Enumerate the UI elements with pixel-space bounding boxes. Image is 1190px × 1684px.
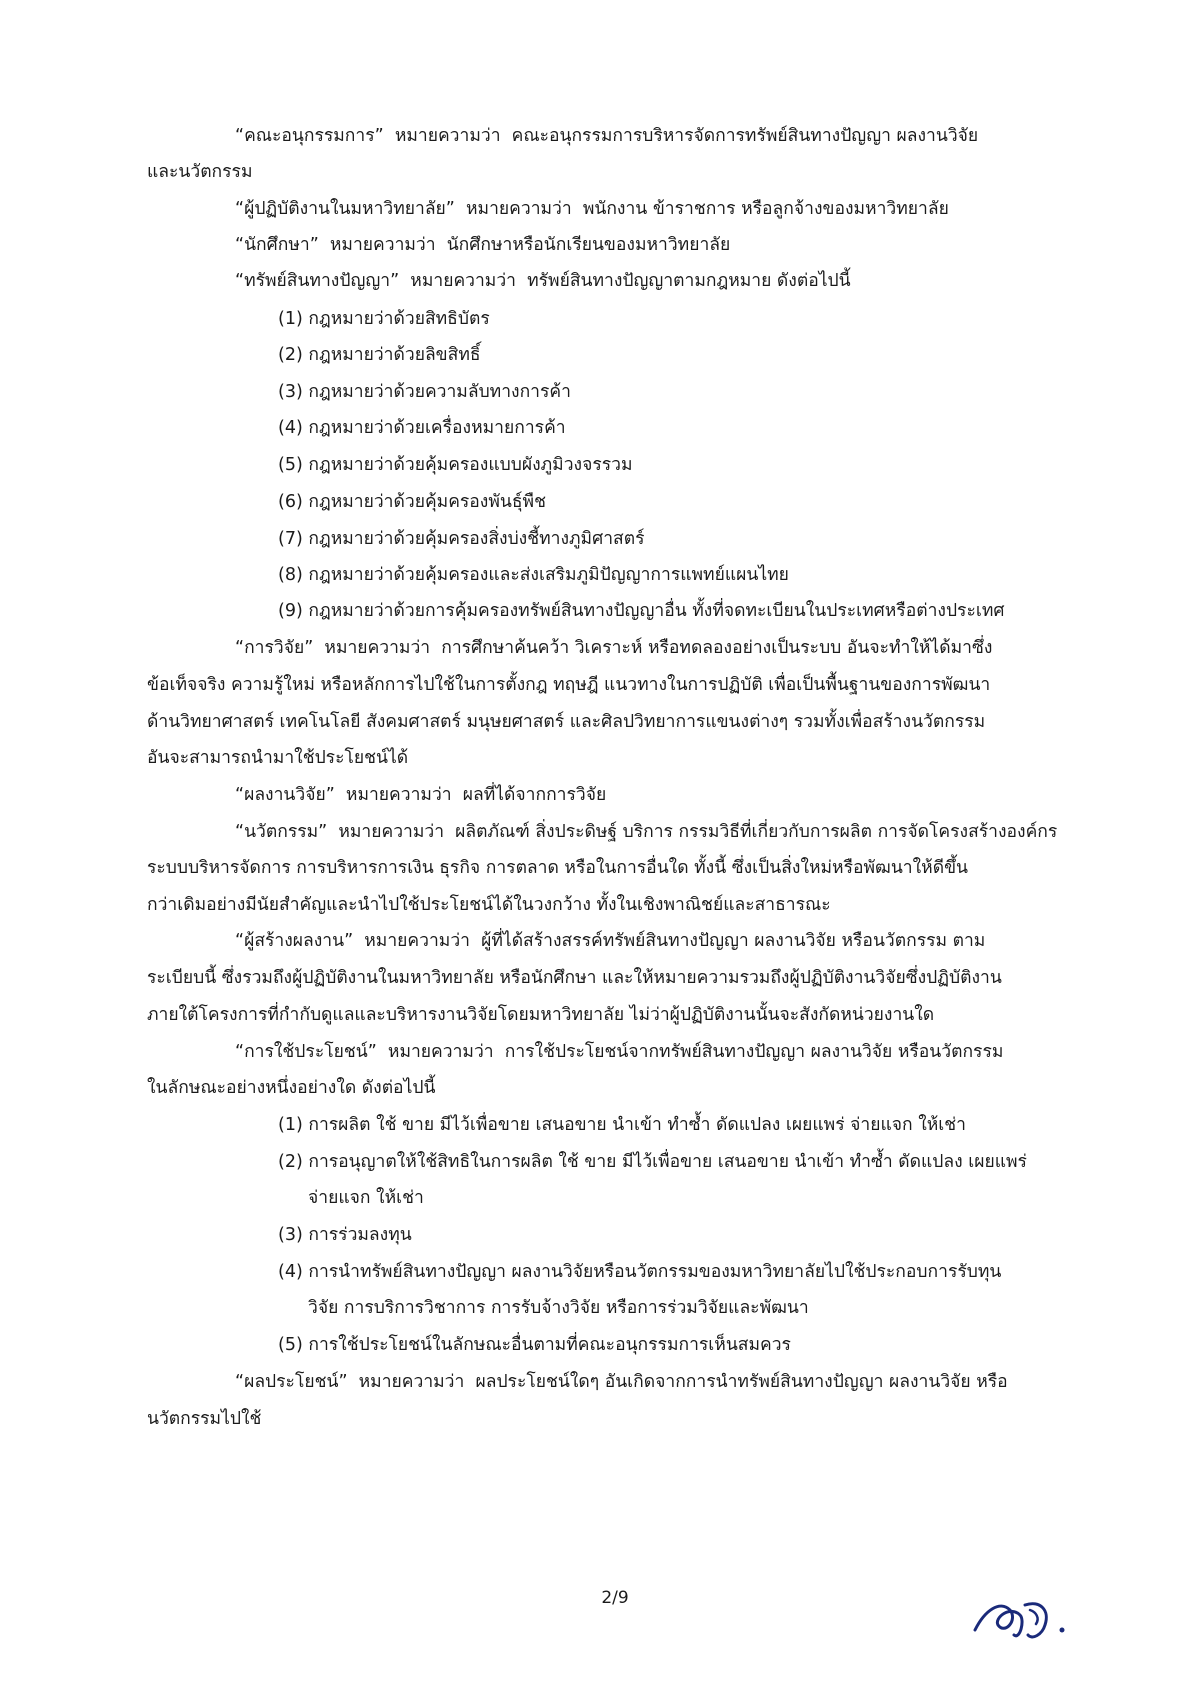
list-item: (3) กฎหมายว่าด้วยความลับทางการค้า [278,382,571,402]
text-line: ข้อเท็จจริง ความรู้ใหม่ หรือหลักการไปใช้ในการตั้งกฎ ทฤษฎี แนวทางในการปฏิบัติ เพื่อเป็นพื้นฐานของการพัฒนา [147,675,991,695]
text-line: อันจะสามารถนำมาใช้ประโยชน์ได้ [147,748,409,768]
text-line: “นักศึกษา” หมายความว่า นักศึกษาหรือนักเรียนของมหาวิทยาลัย [235,235,731,255]
text-line: ภายใต้โครงการที่กำกับดูแลและบริหารงานวิจัยโดยมหาวิทยาลัย ไม่ว่าผู้ปฏิบัติงานนั้นจะสังกัดหน่วยงานใด [147,1005,935,1025]
text-line: “การใช้ประโยชน์” หมายความว่า การใช้ประโยชน์จากทรัพย์สินทางปัญญา ผลงานวิจัย หรือนวัตกรรม [235,1042,1004,1062]
text-line: “การวิจัย” หมายความว่า การศึกษาค้นคว้า วิเคราะห์ หรือทดลองอย่างเป็นระบบ อันจะทำให้ได้มาซึ่ง [235,638,993,658]
list-item-continuation: จ่ายแจก ให้เช่า [308,1188,424,1208]
list-item: (1) กฎหมายว่าด้วยสิทธิบัตร [278,309,490,329]
list-item: (6) กฎหมายว่าด้วยคุ้มครองพันธุ์พืช [278,492,546,512]
text-line: “คณะอนุกรรมการ” หมายความว่า คณะอนุกรรมการบริหารจัดการทรัพย์สินทางปัญญา ผลงานวิจัย [235,126,979,146]
list-item: (5) การใช้ประโยชน์ในลักษณะอื่นตามที่คณะอนุกรรมการเห็นสมควร [278,1335,791,1355]
text-line: ด้านวิทยาศาสตร์ เทคโนโลยี สังคมศาสตร์ มนุษยศาสตร์ และศิลปวิทยาการแขนงต่างๆ รวมทั้งเพื่อสร้างนวัตกรรม [147,712,986,732]
list-item: (3) การร่วมลงทุน [278,1225,412,1245]
text-line: “ผู้ปฏิบัติงานในมหาวิทยาลัย” หมายความว่า พนักงาน ข้าราชการ หรือลูกจ้างของมหาวิทยาลัย [235,199,949,219]
text-line: “ผู้สร้างผลงาน” หมายความว่า ผู้ที่ได้สร้างสรรค์ทรัพย์สินทางปัญญา ผลงานวิจัย หรือนวัตกรรม ตาม [235,931,986,951]
text-line: ระเบียบนี้ ซึ่งรวมถึงผู้ปฏิบัติงานในมหาวิทยาลัย หรือนักศึกษา และให้หมายความรวมถึงผู้ปฏิบัติงานวิจัยซึ่งปฏิบัติงาน [147,968,1002,988]
list-item: (4) กฎหมายว่าด้วยเครื่องหมายการค้า [278,418,566,438]
text-line: “นวัตกรรม” หมายความว่า ผลิตภัณฑ์ สิ่งประดิษฐ์ บริการ กรรมวิธีที่เกี่ยวกับการผลิต การจัดโครงสร้างองค์กร [235,822,1058,842]
page-number: 2/9 [601,1588,629,1608]
list-item: (2) การอนุญาตให้ใช้สิทธิในการผลิต ใช้ ขาย มีไว้เพื่อขาย เสนอขาย นำเข้า ทำซ้ำ ดัดแปลง เผยแพร่ [278,1152,1027,1172]
text-line: กว่าเดิมอย่างมีนัยสำคัญและนำไปใช้ประโยชน์ได้ในวงกว้าง ทั้งในเชิงพาณิชย์และสาธารณะ [147,895,831,915]
list-item: (5) กฎหมายว่าด้วยคุ้มครองแบบผังภูมิวงจรรวม [278,455,633,475]
list-item: (8) กฎหมายว่าด้วยคุ้มครองและส่งเสริมภูมิปัญญาการแพทย์แผนไทย [278,565,789,585]
text-line: “ผลประโยชน์” หมายความว่า ผลประโยชน์ใดๆ อันเกิดจากการนำทรัพย์สินทางปัญญา ผลงานวิจัย หรือ [235,1372,1008,1392]
text-line: ในลักษณะอย่างหนึ่งอย่างใด ดังต่อไปนี้ [147,1078,436,1098]
handwritten-signature [970,1590,1090,1650]
list-item: (9) กฎหมายว่าด้วยการคุ้มครองทรัพย์สินทางปัญญาอื่น ทั้งที่จดทะเบียนในประเทศหรือต่างประเทศ [278,601,1005,621]
list-item: (1) การผลิต ใช้ ขาย มีไว้เพื่อขาย เสนอขาย นำเข้า ทำซ้ำ ดัดแปลง เผยแพร่ จ่ายแจก ให้เช่า [278,1115,966,1135]
text-line: นวัตกรรมไปใช้ [147,1409,262,1429]
list-item: (4) การนำทรัพย์สินทางปัญญา ผลงานวิจัยหรือนวัตกรรมของมหาวิทยาลัยไปใช้ประกอบการรับทุน [278,1262,1002,1282]
list-item: (7) กฎหมายว่าด้วยคุ้มครองสิ่งบ่งชี้ทางภูมิศาสตร์ [278,529,645,549]
text-line: “ทรัพย์สินทางปัญญา” หมายความว่า ทรัพย์สินทางปัญญาตามกฎหมาย ดังต่อไปนี้ [235,271,851,291]
text-line: ระบบบริหารจัดการ การบริหารการเงิน ธุรกิจ การตลาด หรือในการอื่นใด ทั้งนี้ ซึ่งเป็นสิ่งใหม่หรือพัฒนาให้ดีขึ้น [147,858,969,878]
list-item-continuation: วิจัย การบริการวิชาการ การรับจ้างวิจัย หรือการร่วมวิจัยและพัฒนา [308,1298,809,1318]
text-line: และนวัตกรรม [147,162,253,182]
text-line: “ผลงานวิจัย” หมายความว่า ผลที่ได้จากการวิจัย [235,785,607,805]
list-item: (2) กฎหมายว่าด้วยลิขสิทธิ์ [278,345,481,365]
